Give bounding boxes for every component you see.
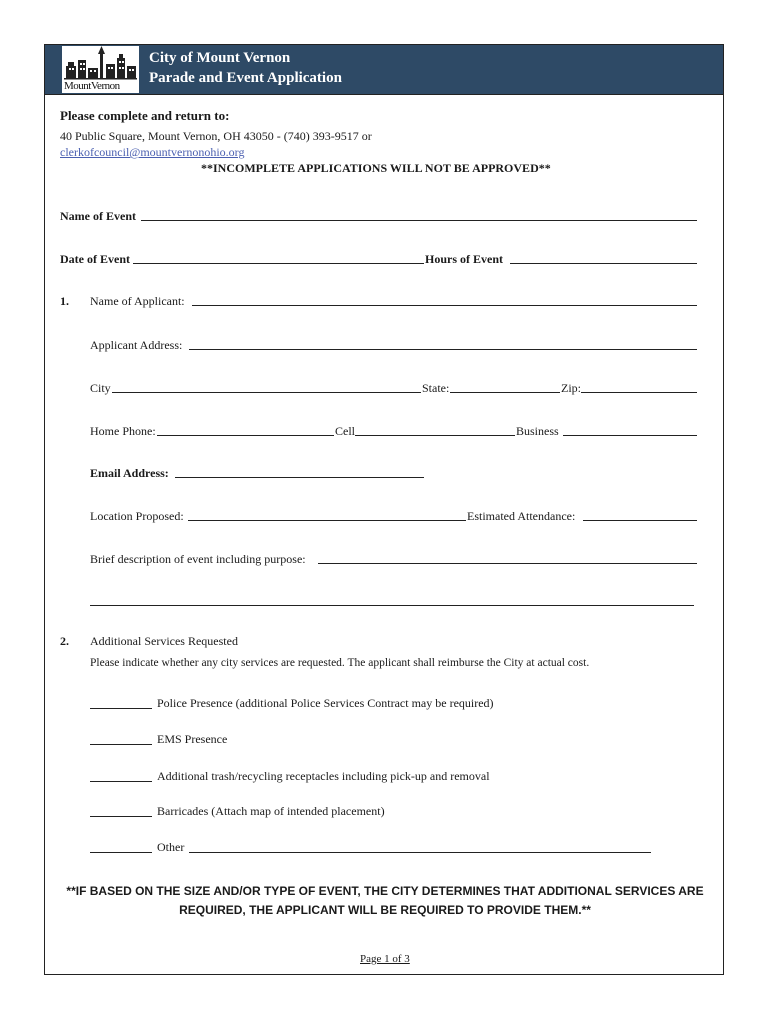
section-2-number: 2. bbox=[60, 634, 69, 648]
city-field[interactable] bbox=[112, 392, 421, 393]
email-field[interactable] bbox=[175, 477, 424, 478]
return-address: 40 Public Square, Mount Vernon, OH 43050 - (740) 393-9517 or bbox=[60, 129, 372, 143]
name-of-event-label: Name of Event bbox=[60, 209, 136, 223]
ems-checkline[interactable] bbox=[90, 744, 152, 745]
service-other-label: Other bbox=[157, 840, 185, 854]
business-field[interactable] bbox=[563, 435, 697, 436]
location-label: Location Proposed: bbox=[90, 509, 184, 523]
services-instructions: Please indicate whether any city services are requested. The applicant shall reimburse the City at actual cost. bbox=[90, 657, 590, 669]
cell-field[interactable] bbox=[355, 435, 515, 436]
police-checkline[interactable] bbox=[90, 708, 152, 709]
date-of-event-field[interactable] bbox=[133, 263, 424, 264]
hours-of-event-label: Hours of Event bbox=[425, 252, 503, 266]
attendance-label: Estimated Attendance: bbox=[467, 509, 576, 523]
city-skyline-icon bbox=[62, 46, 139, 80]
description-field-line-2[interactable] bbox=[90, 605, 694, 606]
description-label: Brief description of event including purpose: bbox=[90, 552, 306, 566]
city-label: City bbox=[90, 381, 111, 395]
state-label: State: bbox=[422, 381, 450, 395]
zip-label: Zip: bbox=[561, 381, 581, 395]
home-phone-field[interactable] bbox=[157, 435, 334, 436]
barricades-checkline[interactable] bbox=[90, 816, 152, 817]
description-field[interactable] bbox=[318, 563, 697, 564]
applicant-address-field[interactable] bbox=[189, 349, 697, 350]
service-trash-label: Additional trash/recycling receptacles including pick-up and removal bbox=[157, 769, 490, 783]
hours-of-event-field[interactable] bbox=[510, 263, 697, 264]
email-label: Email Address: bbox=[90, 466, 169, 480]
city-logo bbox=[62, 46, 139, 93]
applicant-name-field[interactable] bbox=[192, 305, 697, 306]
service-ems-label: EMS Presence bbox=[157, 732, 228, 746]
home-phone-label: Home Phone: bbox=[90, 424, 156, 438]
other-description-field[interactable] bbox=[189, 852, 651, 853]
location-field[interactable] bbox=[188, 520, 466, 521]
document-title: City of Mount Vernon bbox=[149, 50, 291, 66]
document-subtitle: Parade and Event Application bbox=[149, 70, 342, 86]
incomplete-warning: **INCOMPLETE APPLICATIONS WILL NOT BE APPROVED** bbox=[201, 161, 551, 175]
zip-field[interactable] bbox=[581, 392, 697, 393]
applicant-address-label: Applicant Address: bbox=[90, 338, 183, 352]
date-of-event-label: Date of Event bbox=[60, 252, 130, 266]
attendance-field[interactable] bbox=[583, 520, 697, 521]
service-police-label: Police Presence (additional Police Services Contract may be required) bbox=[157, 696, 494, 710]
trash-checkline[interactable] bbox=[90, 781, 152, 782]
business-label: Business bbox=[516, 424, 559, 438]
name-of-event-field[interactable] bbox=[141, 220, 697, 221]
notice-line-2: REQUIRED, THE APPLICANT WILL BE REQUIRED TO PROVIDE THEM.** bbox=[179, 903, 591, 917]
cell-label: Cell bbox=[335, 424, 355, 438]
notice-line-1: **IF BASED ON THE SIZE AND/OR TYPE OF EVENT, THE CITY DETERMINES THAT ADDITIONAL SERVICES ARE bbox=[66, 884, 704, 898]
logo-text: MountVernon bbox=[64, 80, 120, 92]
other-checkline[interactable] bbox=[90, 852, 152, 853]
header-bar bbox=[44, 44, 724, 95]
state-field[interactable] bbox=[450, 392, 560, 393]
return-heading: Please complete and return to: bbox=[60, 108, 230, 123]
applicant-name-label: Name of Applicant: bbox=[90, 294, 185, 308]
section-1-number: 1. bbox=[60, 294, 69, 308]
page-number: Page 1 of 3 bbox=[360, 953, 410, 965]
services-heading: Additional Services Requested bbox=[90, 634, 238, 648]
clerk-email-link[interactable]: clerkofcouncil@mountvernonohio.org bbox=[60, 145, 245, 159]
service-barricades-label: Barricades (Attach map of intended placement) bbox=[157, 804, 385, 818]
